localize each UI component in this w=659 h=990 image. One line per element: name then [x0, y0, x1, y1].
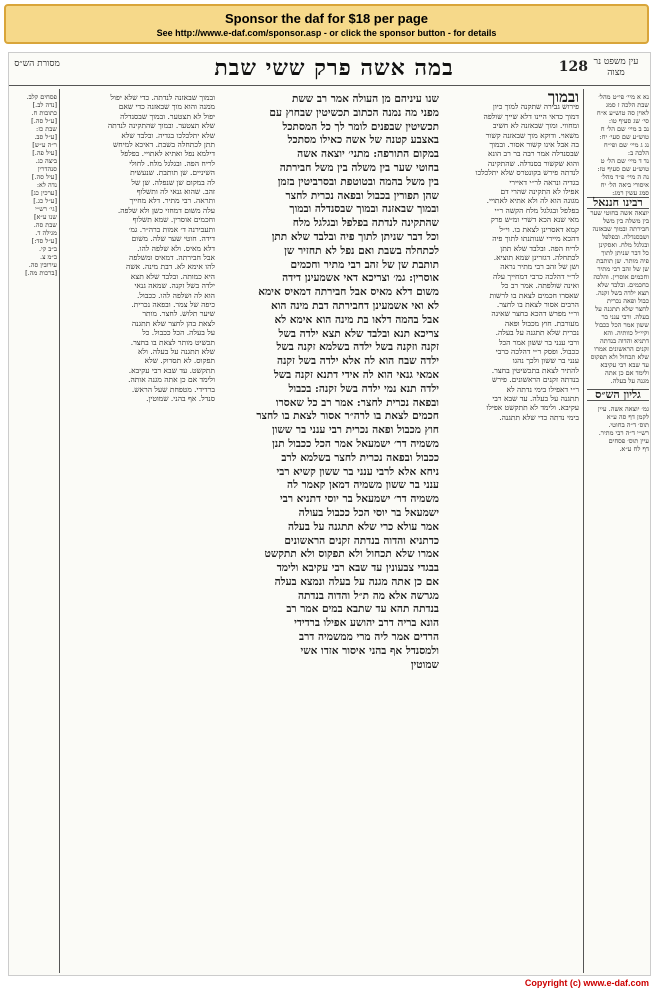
gemara-line: בין משל בהמה ובטוטפת ובסרביטין בזמן — [277, 175, 439, 188]
rashi-line: תכשיט מותר לצאת בו בחצר. — [130, 337, 215, 347]
gemara-line: אמר עולא כרי שלא תתגנה על בעלה — [287, 520, 439, 533]
ein-mishpat-line: שבת הלכה ז סמג — [605, 101, 649, 109]
tosafot-line: ושן של זהב רבי מתיר נראה — [500, 262, 579, 272]
reference-line: ב״ב קי. — [38, 245, 57, 253]
rashi-line: לה במקום שן שנפלה. שן של — [131, 177, 215, 187]
page-number: 128 — [558, 59, 588, 75]
gemara-line: בבגדי צבעונין עד שבא רבי עקיבא ולימד — [276, 562, 439, 575]
gemara-line: בנדתה תהא עד שתבא במים אמר רב — [286, 603, 439, 616]
rashi-line: השיניים. שן תותבת. שנעשית — [130, 168, 215, 178]
tosafot-line: והוא שקשור בסנדלה. שהתקינה — [487, 158, 579, 168]
rashi-line: אבל חבירתה. דמאיס ומשלפה — [129, 252, 215, 262]
tosafot-line: מגונה הוא לה ולא אתיא לאתויי. — [486, 196, 579, 206]
rabeinu-chananel-line: ששון אמר הכל ככבול — [595, 321, 649, 329]
tosafot-lines — [443, 102, 579, 422]
reference-line: [ערכין כג] — [31, 189, 57, 197]
ein-mishpat-line: טוש״ע שם סעיף טז: — [597, 165, 649, 173]
gemara-line: ילדה שבח הוא לה אלא ילדה בשל זקנה — [276, 355, 439, 368]
tosafot-line: אפילו לא התקינה שהרי דם — [500, 187, 579, 197]
rabeinu-chananel-line: תצא ילדה בשל זקנה. — [595, 289, 649, 297]
tosafot-line: מעורבת. חוץ מכבול ופאה — [504, 318, 579, 328]
reference-line: נדה לא: — [36, 181, 57, 189]
gemara-line: ניחא אלא לרבי ענני בר ששון קשיא רבי — [276, 465, 439, 478]
rashi-line: ותראה. רבי מתיר. דלא מחייך — [129, 196, 215, 206]
rashi-line: דלא מאיס. ולא שלפה להו. — [137, 243, 215, 253]
ein-mishpat-lines — [587, 93, 649, 197]
tosafot-line: קמא דאסרינן לצאת בו. וי״ל — [499, 224, 579, 234]
rashi-line: שלא יתלכלכו בגדיה. ובלבד שלא — [121, 130, 215, 140]
gilayon-line: תוס׳ ד״ה בחוטי. — [608, 421, 649, 429]
tosafot-line: תתגנה על בעלה. עד שבא רבי — [492, 394, 579, 403]
tosafot-opening-word: ובמוך — [547, 93, 579, 106]
gemara-line: הונא בריה דרב יהושע אפילו ברדידי — [294, 617, 439, 630]
rabeinu-chananel-line: דתניא והדוה בנדתה — [600, 337, 649, 345]
rabeinu-chananel-line: שלא תכחול ולא תפקוס — [590, 353, 649, 361]
tosafot-line: ככבול. ופסק ר״י דהלכה כרבי — [495, 346, 579, 356]
rabeinu-chananel-line: מגנה על בעלה. — [610, 377, 649, 385]
reference-line: ר״ה ע״ש] — [32, 141, 57, 149]
rashi-line: על בעלה. הכל ככבול. כל — [142, 328, 215, 338]
gemara-line: ובמוך שבאזנה ובמוך שבסנדלה ובמוך — [289, 203, 439, 216]
gemara-line: שהן תפורין בכבול ובפאה נכרית לחצר — [285, 189, 439, 202]
gemara-line: שהתקינה לנדתה בפלפל ובגלגל מלח — [292, 217, 439, 230]
gemara-line: ילדה תנא נמי ילדה בשל זקנה: בכבול — [288, 382, 439, 395]
ein-mishpat-line: איסורי ביאה הל׳ יח — [600, 181, 649, 189]
tosafot-line: ורבי ענני בר ששון אמר הכל — [498, 337, 579, 347]
talmud-page — [8, 52, 651, 976]
reference-line: כתובות ח. — [31, 109, 57, 117]
gilayon-line: לקמן דף סה ע״א — [606, 413, 649, 421]
tosafot-line: דהכא מיירי שנותנתו לתוך פיה — [492, 234, 579, 244]
tosafot-line: לר״י דהלכה כרבי דמחייך עלה — [492, 271, 579, 281]
rashi-line: כיפה של צמר. ובפאה נכרית. — [131, 299, 215, 309]
tosafot-line: הרבים אסור לצאת בו לחצר. — [496, 299, 579, 309]
reference-line: ב״מ צ. — [40, 253, 57, 261]
tosafot-line: בימי נדתה כדי שלא תתגנה. — [499, 412, 579, 422]
rashi-line: זהב. שהוא גנאי לה ותשלוף — [136, 187, 215, 197]
tosafot-line: שבסנדלה אמר רבה בר רב הונא — [488, 149, 579, 159]
tosafot-line: ענני בר ששון ולכך נהגו — [512, 356, 579, 366]
tosafot-line: מאי שנא הכא דשרי ומ״ש פרק — [490, 215, 579, 225]
rabeinu-chananel-line: פיה מותר. שן תותבת — [596, 257, 649, 265]
rashi-line: יפול לא תצטער. ובמוך שבסנדלה — [120, 111, 215, 121]
gilayon-hashas-title: גליון הש״ס — [587, 389, 649, 401]
gemara-line: מגרשה אלא מה ת״ל והדוה בנדתה — [297, 589, 439, 602]
gemara-line: אבל בהמה דלאו בת מינה הוא אימא לא — [274, 313, 439, 326]
rashi-line: לצאת בהן לחצר שלא תתגנה — [131, 318, 215, 328]
ein-mishpat-heading: עין משפט נר מצוה — [593, 57, 639, 78]
reference-line: פסחים קלב. — [26, 93, 57, 101]
reference-line: סנהדרין — [37, 165, 57, 173]
tosafot-line: שאסרו חכמים לצאת בו לרשות — [489, 290, 579, 300]
rabeinu-chananel-title: רבינו חננאל — [587, 197, 649, 209]
tosafot-line: בגדיה ונראה לר״י דאיירי — [509, 177, 579, 187]
gemara-line: חוץ מכבול ופאה נכרית רבי ענני בר ששון — [272, 424, 439, 437]
gilayon-line: רש״י ד״ה רבי מתיר. — [598, 429, 649, 437]
ein-mishpat-line: לאוין סה טוש״ע א״ח — [596, 109, 649, 117]
gilayon-line: דף לח ע״א. — [619, 445, 649, 453]
sponsor-banner[interactable] — [4, 4, 649, 44]
gemara-line: במקום התורפה: מתני׳ יוצאה אשה — [297, 148, 439, 161]
gemara-line: וכל דבר שניתן לתוך פיה ובלבד שלא תתן — [271, 230, 439, 243]
tosafot-line: פירוש גבירה שתקנה למוך כיון — [492, 102, 579, 112]
gemara-lines — [221, 93, 439, 672]
gemara-line: תכשיטין שבפנים לומר לך כל המסתכל — [282, 120, 439, 133]
gemara-line: אמרו שלא תכחול ולא תפקוס ולא תתקשט — [264, 548, 439, 561]
rabeinu-chananel-line: כחכמים. ובלבד שלא — [597, 281, 649, 289]
rashi-line: דילמא נפל ואתיא לאתויי. בפלפל — [120, 149, 215, 159]
reference-line: מגילה ד. — [35, 229, 57, 237]
rashi-line: דידה. חוטי שער שלה. משום — [131, 234, 215, 244]
rashi-line: שלא תתגנה על בעלה. ולא — [138, 346, 215, 356]
rabeinu-chananel-line: ושבסנדלה. ובפלפל — [602, 233, 649, 241]
tosafot-line: לריח הפה. ובלבד שלא תתן — [500, 243, 579, 253]
gemara-line: ענני בר ששון משמיה דמאן קאמר לה — [287, 479, 439, 492]
gemara-line: צריכא תנא ובלבד שלא תצא ילדה בשל — [278, 327, 439, 340]
rabeinu-chananel-line: ובגלגל מלח. ואסקינן — [598, 241, 649, 249]
gemara-text — [221, 93, 439, 743]
gemara-line: בחוטי שער בין משלה בין משל חבירתה — [279, 161, 439, 174]
reference-line: [נדה לב.] — [32, 101, 57, 109]
ein-mishpat-line: נא א מיי׳ פי״ט מהל׳ — [598, 93, 649, 101]
gemara-line: הרדים אמר ליה מרי ממשמיה דרב — [299, 631, 439, 644]
gemara-line: משום דלא מאיס אבל חבירתה דמאיס אימא — [258, 286, 439, 299]
rashi-line: ילדה בשל זקנה. שמאה גנאי — [134, 281, 215, 291]
reference-line: [ברכות מה.] — [25, 269, 57, 277]
ein-mishpat-line: נג ג מיי׳ שם ופי״ח — [603, 141, 649, 149]
ein-mishpat-line: סי׳ שג סעיף טו: — [608, 117, 649, 125]
tosafot-line: בה אבל אינו קשור אסור. ובמוך — [489, 140, 579, 150]
masoret-hashas-heading: מסורת הש״ס — [14, 59, 60, 69]
gemara-line: אוסרין: גמ׳ וצריכא דאי אשמעינן דידה — [282, 272, 439, 285]
gemara-line: חכמים לצאת בו לרה״ר אסור לצאת בו לחצר — [256, 410, 439, 423]
gemara-line: אמאי גנאי הוא לה אידי דתנא זקנה בשל — [273, 368, 439, 381]
rashi-line: ותעבירנה ד׳ אמות ברה״ר. גמ׳ — [128, 224, 215, 234]
reference-line: [ע״ל כג.] — [33, 197, 57, 205]
rashi-line: לריח הפה. ובגלגל מלח. לחולי — [129, 158, 215, 168]
tosafot-line: ר״י דאפילו בימי נדתה לא — [506, 384, 579, 394]
rashi-line: היא כמותה. ובלבד שלא תצא — [130, 271, 215, 281]
rabeinu-chananel-line: זקנים הראשונים אמרו — [594, 345, 649, 353]
gemara-line: זקנה וזקנה בשל ילדה בשלמא זקנה בשל — [276, 341, 439, 354]
tosafot-line: ור״י מפרש דהכא בחצר שאינה — [491, 309, 579, 319]
gemara-line: ישמעאל בר יוסי הכל ככבול בעולה — [298, 506, 439, 519]
reference-line: [עיל פה.] — [32, 149, 57, 157]
sponsor-details[interactable]: See http://www.e-daf.com/sponsor.asp - or click the sponsor button - for details — [156, 28, 497, 38]
gemara-line: ובפאה נכרית לחצר: אמר רב כל שאסרו — [275, 396, 439, 409]
sponsor-headline[interactable]: Sponsor the daf for $18 per page — [225, 11, 428, 26]
ein-mishpat-line: נב ב מיי׳ שם הל׳ ח — [600, 125, 649, 133]
rabeinu-chananel-line: בעלה. ורבי ענני בר — [601, 313, 649, 321]
gemara-line: שמוטין — [410, 658, 439, 671]
gemara-line: באצבע קטנה של אשה כאילו מסתכל — [287, 134, 439, 147]
rashi-line: להו אימא לא. דבת מינה. אשה — [126, 262, 215, 272]
rashi-line: ברדידי. מטפחת שעל הראש. — [131, 384, 215, 394]
gemara-line: שנו עיניהם מן העולה אמר רב ששת — [291, 93, 439, 105]
tosafot-line: משאוי. ודוקא מוך שבאזנה קשור — [485, 130, 579, 140]
gilayon-line: גמ׳ יוצאה אשה. עיין — [597, 405, 649, 413]
header-divider — [9, 85, 650, 86]
rashi-line: ולימד אם כן אתה מגנה אותה. — [128, 375, 215, 385]
gemara-line: לא ואי אשמעינן דחבירתה דבת מינה הוא — [270, 299, 439, 312]
rashi-line: וחכמים אוסרין. שמא תשלוף — [132, 215, 215, 225]
rabeinu-chananel-line: שן של זהב רבי מתיר — [597, 265, 649, 273]
tosafot-line: להתיר לצאת בתכשיטין בחצר. — [491, 365, 579, 375]
tosafot-line: ומחווי. ומוך שבאזנה לא חשיב — [492, 121, 579, 131]
margin-left-references — [11, 93, 57, 973]
gemara-line: משמיה דר׳ ישמעאל אמר הכל ככבול תנן — [272, 437, 439, 450]
ein-mishpat-line: נה ה מיי׳ פ״ד מהל׳ — [601, 173, 649, 181]
tosafot-commentary — [443, 93, 579, 969]
reference-line: ביצה כג. — [35, 157, 57, 165]
reference-line: שנו ע״א] — [33, 213, 57, 221]
tosafot-line: בפלפל ובגלגל מלח הקשה ר״י — [494, 205, 579, 215]
gilayon-hashas-lines — [587, 405, 649, 453]
rabeinu-chananel-line: כל דבר שניתן לתוך — [601, 249, 649, 257]
rabeinu-chananel-line: בין משלה בין משל — [603, 217, 649, 225]
copyright-notice[interactable]: Copyright (c) www.e-daf.com — [524, 978, 649, 988]
rabeinu-chananel-line: וקיי״ל כוותיה. והא — [603, 329, 649, 337]
rashi-line: תפקוס. לא תסרוק. שלא — [144, 356, 215, 366]
tosafot-line: עקיבא. ולימד לא תתקשט אפילו — [486, 403, 579, 413]
reference-line: שבת סה. — [33, 221, 57, 229]
rashi-line: שלא תצטער. ובמוך שהתקינה לנדתה — [107, 121, 215, 131]
gemara-line: משמיה דר׳ ישמעאל בר יוסי דתניא רבי — [280, 493, 439, 506]
rabeinu-chananel-lines — [587, 209, 649, 385]
rashi-line: הוא לה ושלפה להו. ככבול. — [137, 290, 215, 300]
gemara-line: כדתניא והדוה בנדתה זקנים הראשונים — [284, 534, 439, 547]
gemara-line: לכתחלה בשבת ואם נפל לא תחזיר שן — [284, 244, 439, 257]
gemara-line: תותבת שן של זהב רבי מתיר וחכמים — [290, 258, 439, 271]
rabeinu-chananel-line: וחכמים אוסרין. והלכה — [593, 273, 649, 281]
reference-line: [ע״ל סה.] — [31, 117, 57, 125]
gilayon-line: עיין תוס׳ פסחים — [608, 437, 649, 445]
tosafot-line: נכרית שלא תתגנה על בעלה. — [495, 328, 579, 338]
rashi-line: ממנה והוא מוך שבאזנה כדי שאם — [118, 102, 215, 112]
gemara-line: ככבול ובפאה נכרית לחצר בשלמא לרב — [281, 451, 439, 464]
tosafot-line: דמוך כדאי היינו דלא שייך שולפה — [483, 111, 579, 121]
right-margin-divider — [583, 89, 584, 973]
reference-line: [ע״ל סב. — [34, 133, 57, 141]
margin-right — [587, 93, 649, 973]
ein-mishpat-line: הלכה ב: — [627, 149, 649, 157]
tosafot-line: ואינה שולפתה. אמר רב כל — [501, 281, 579, 291]
reference-line: שבת כז: — [36, 125, 57, 133]
gemara-line: מפני מה נמנה הכתוב תכשיטין שבחוץ עם — [269, 106, 439, 119]
tosafot-line: לנדתה פירש בקונטרס שלא יתלכלכו — [475, 168, 579, 178]
rabeinu-chananel-line: חבירתה ובמוך שבאזנה — [592, 225, 649, 233]
ein-mishpat-line: סמג עשין רמג: — [612, 189, 649, 197]
reference-line: [ע״ל סד:] — [31, 237, 57, 245]
rabeinu-chananel-line: ולימד אם כן אתה — [605, 369, 649, 377]
rabeinu-chananel-line: כבול ופאה נכרית — [606, 297, 649, 305]
left-margin-divider — [59, 89, 60, 973]
tosafot-line: בנדתה זקנים הראשונים. פירש — [492, 375, 579, 385]
reference-line: [גי׳ רש״י — [35, 205, 57, 213]
rabeinu-chananel-line: יוצאה אשה בחוטי שער — [590, 209, 649, 217]
rashi-commentary — [63, 93, 215, 969]
tosafot-line: לכתחלה. דגזרינן שמא תוציא. — [493, 252, 579, 262]
page-title: במה אשה פרק ששי שבת — [214, 55, 454, 81]
reference-line: עירובין סה. — [28, 261, 57, 269]
rashi-line: תתקשט. עד שבא רבי עקיבא. — [128, 365, 215, 375]
reference-line: [עיל סה.] — [31, 173, 57, 181]
rashi-line: ובמוך שבאזנה לנדתה. כדי שלא יפול — [110, 93, 215, 102]
ein-mishpat-line: נד ד מיי׳ שם הל׳ ט — [600, 157, 649, 165]
rashi-line: תתן לכתחלה בשבת. דאיכא למיחש — [112, 140, 215, 150]
gemara-line: אם כן אתה מגנה על בעלה ונמצא בעלה — [274, 575, 439, 588]
rashi-line: שיער תלוש. לחצר. מותר — [142, 309, 215, 319]
ein-mishpat-line: טוש״ע שם סעי׳ יח: — [599, 133, 649, 141]
rashi-line: עלה משום דמחזי כשן ולא שלפה. — [117, 205, 215, 215]
rabeinu-chananel-line: עד שבא רבי עקיבא — [600, 361, 649, 369]
gemara-line: ולמסנדל אף בהני איסור אזדו אשי — [300, 644, 439, 657]
rabeinu-chananel-line: לחצר שלא תתגנה על — [595, 305, 649, 313]
rashi-line: סנדל. אף בהני. שמוטין. — [146, 394, 215, 403]
